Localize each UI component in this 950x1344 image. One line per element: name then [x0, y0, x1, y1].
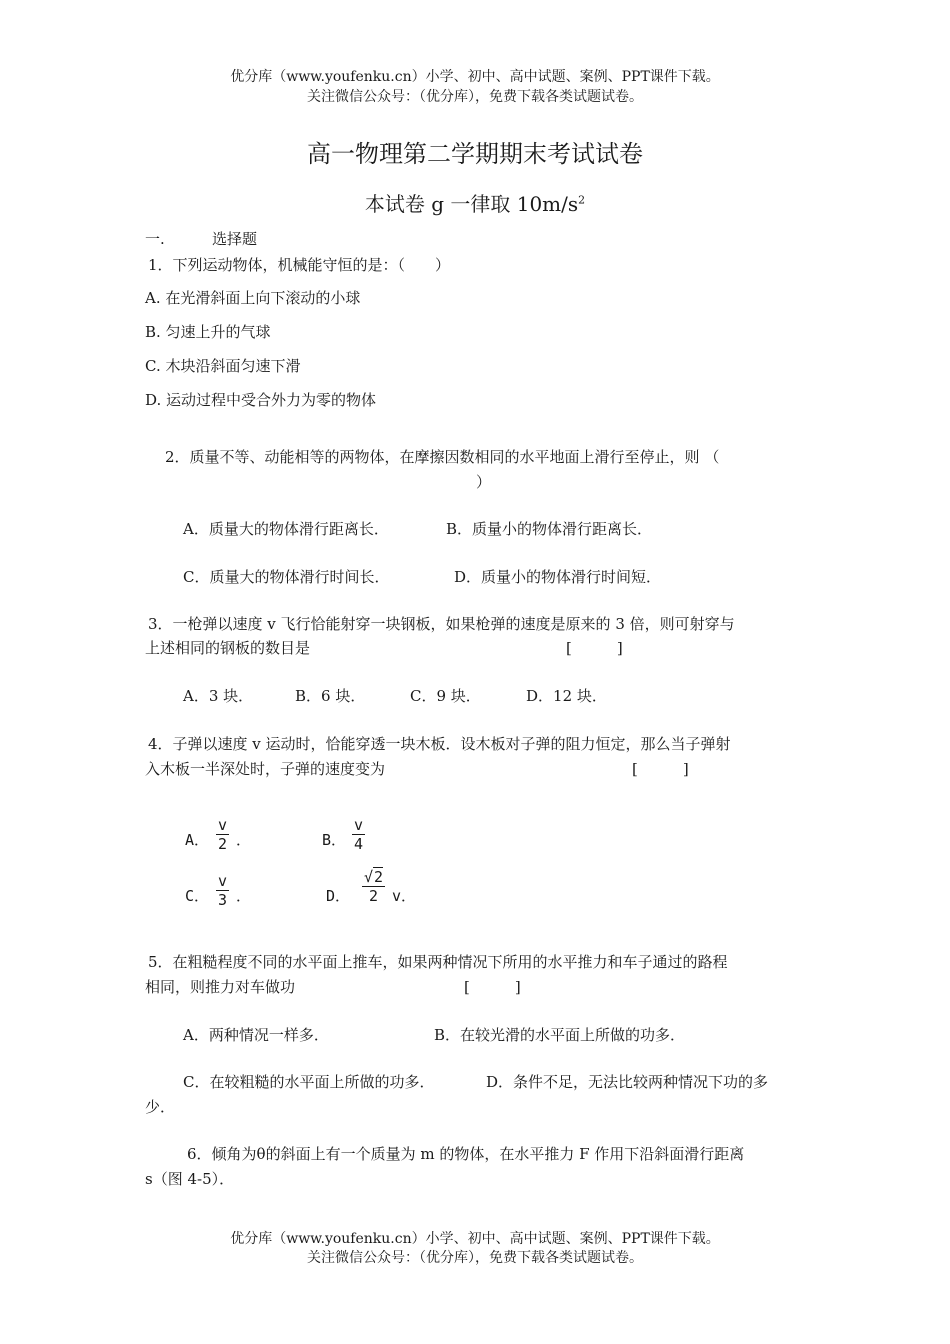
- q4-option-a-label: A．: [185, 831, 210, 849]
- q3-option-a: A．3 块．: [183, 687, 254, 705]
- q6-line-1: 6．倾角为θ的斜面上有一个质量为 m 的物体，在水平推力 F 作用下沿斜面滑行距离: [187, 1145, 745, 1163]
- footer-line-2: 关注微信公众号：（优分库），免费下载各类试题试卷。: [307, 1250, 643, 1266]
- q4-option-c-denominator: 3: [218, 891, 228, 909]
- q5-option-c: C．在较粗糙的水平面上所做的功多．: [183, 1073, 435, 1091]
- subtitle-superscript: 2: [578, 193, 586, 207]
- q4-option-d-label: D．: [326, 887, 351, 905]
- q2-option-d: D．质量小的物体滑行时间短．: [454, 568, 662, 586]
- q3-option-d: D．12 块．: [526, 687, 607, 705]
- q3-option-b: B．6 块．: [295, 687, 366, 705]
- q2-stem: 2．质量不等、动能相等的两物体，在摩擦因数相同的水平地面上滑行至停止，则 （: [165, 448, 720, 466]
- q5-option-d: D．条件不足，无法比较两种情况下功的多: [486, 1073, 769, 1091]
- q4-option-a-numerator: v: [218, 816, 228, 834]
- header-line-1: 优分库（www.youfenku.cn）小学、初中、高中试题、案例、PPT课件下载。: [230, 69, 720, 85]
- header-line-2: 关注微信公众号：（优分库），免费下载各类试题试卷。: [307, 89, 643, 105]
- q4-option-c-numerator: v: [218, 872, 228, 890]
- q2-stem-cont: ）: [476, 473, 492, 491]
- q4-option-b-label: B．: [322, 831, 347, 849]
- q4-option-a-fraction: [216, 816, 229, 853]
- q1-option-c: C. 木块沿斜面匀速下滑: [145, 357, 301, 375]
- page-subtitle: [0, 188, 950, 217]
- q5-option-d-cont: 少．: [145, 1098, 176, 1116]
- q1-stem: 1．下列运动物体，机械能守恒的是：（ ）: [148, 256, 451, 274]
- section-number: 一.: [145, 230, 165, 248]
- q1-option-d: D. 运动过程中受合外力为零的物体: [145, 391, 377, 409]
- q1-option-b: B. 匀速上升的气球: [145, 323, 271, 341]
- q4-option-b-fraction: [352, 816, 365, 853]
- q3-line-2: 上述相同的钢板的数目是: [145, 639, 311, 657]
- q4-option-d-denominator: 2: [362, 886, 385, 905]
- q4-option-d-numerator: √2: [364, 868, 384, 886]
- q3-answer-bracket: [ ]: [566, 639, 623, 657]
- q5-option-b: B．在较光滑的水平面上所做的功多．: [434, 1026, 686, 1044]
- q4-option-a-denominator: 2: [218, 835, 228, 853]
- q5-option-a: A．两种情况一样多．: [183, 1026, 329, 1044]
- q1-option-a: A. 在光滑斜面上向下滚动的小球: [145, 289, 361, 307]
- q6-line-2: s（图 4-5）．: [145, 1170, 235, 1188]
- q4-option-b-denominator: 4: [354, 835, 364, 853]
- q4-option-d-tail: v．: [392, 887, 417, 905]
- footer-line-1: 优分库（www.youfenku.cn）小学、初中、高中试题、案例、PPT课件下载。: [230, 1231, 720, 1247]
- q2-option-c: C．质量大的物体滑行时间长．: [183, 568, 390, 586]
- q2-option-a: A．质量大的物体滑行距离长．: [183, 520, 389, 538]
- q4-option-a-tail: ．: [236, 831, 252, 849]
- q3-option-c: C．9 块．: [410, 687, 481, 705]
- q4-option-c-label: C．: [185, 887, 210, 905]
- q5-answer-bracket: [ ]: [464, 978, 521, 996]
- q5-line-2: 相同，则推力对车做功: [145, 978, 296, 996]
- q4-line-2: 入木板一半深处时，子弹的速度变为: [145, 760, 386, 778]
- section-label: 选择题: [212, 230, 258, 248]
- subtitle-text: 本试卷 g 一律取 10m/s: [364, 192, 579, 216]
- page-title: 高一物理第二学期期末考试试卷: [307, 140, 643, 168]
- q4-line-1: 4．子弹以速度 v 运动时，恰能穿透一块木板．设木板对子弹的阻力恒定，那么当子弹射: [148, 735, 731, 753]
- q4-option-c-tail: ．: [236, 887, 252, 905]
- q3-line-1: 3．一枪弹以速度 v 飞行恰能射穿一块钢板，如果枪弹的速度是原来的 3 倍，则可射穿与: [148, 615, 735, 633]
- q4-option-d-fraction: [362, 868, 385, 905]
- q4-answer-bracket: [ ]: [632, 760, 689, 778]
- q2-option-b: B．质量小的物体滑行距离长．: [446, 520, 653, 538]
- q4-option-d-radicand: 2: [374, 868, 384, 886]
- q5-line-1: 5．在粗糙程度不同的水平面上推车，如果两种情况下所用的水平推力和车子通过的路程: [148, 953, 728, 971]
- q4-option-b-numerator: v: [354, 816, 364, 834]
- q4-option-c-fraction: [216, 872, 229, 909]
